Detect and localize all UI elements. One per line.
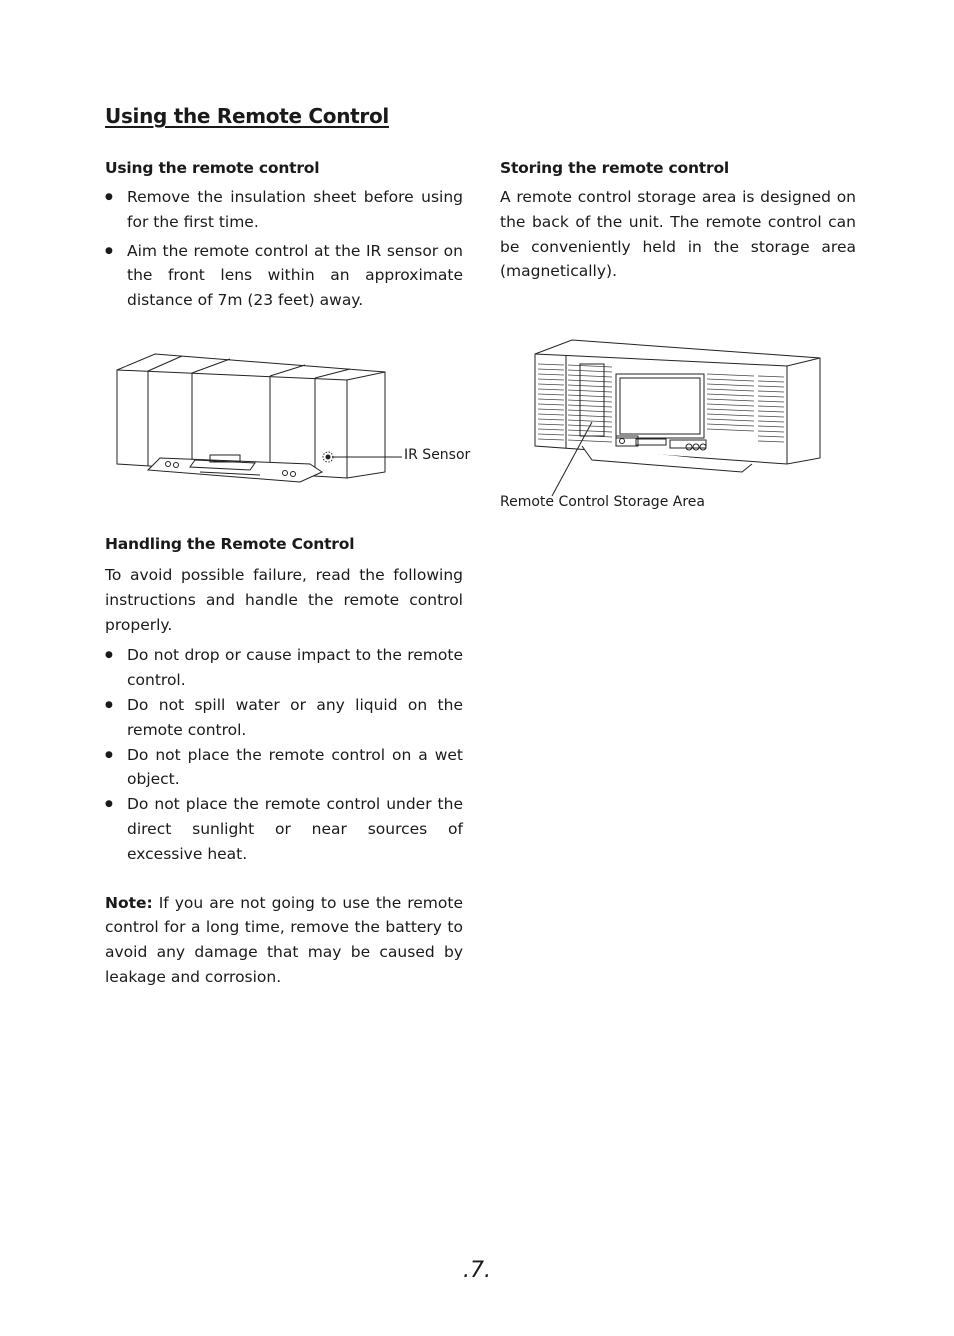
storing-remote-section [500, 156, 856, 284]
page-title: Using the Remote Control [105, 104, 389, 128]
storage-area-leader-line [548, 418, 598, 500]
handling-intro: To avoid possible failure, read the following instructions and handle the remote control properly. [105, 566, 463, 634]
using-remote-heading: Using the remote control [105, 159, 320, 177]
handling-list [105, 643, 463, 866]
handling-section [105, 532, 463, 990]
note-label: Note: [105, 893, 153, 912]
ir-sensor-label: IR Sensor [404, 447, 471, 463]
list-item: ● Remove the insulation sheet before using for the first time. [105, 185, 463, 235]
ir-sensor-leader-line [332, 448, 404, 468]
using-remote-section [105, 156, 463, 313]
storing-remote-heading: Storing the remote control [500, 159, 730, 177]
list-item: ● Aim the remote control at the IR sensor on the front lens within an approximate distance of 7m (23 feet) away. [105, 239, 463, 313]
storage-area-label: Remote Control Storage Area [500, 494, 705, 510]
storing-remote-body: A remote control storage area is designed on the back of the unit. The remote control can be conveniently held in the storage area (magnetically). [500, 188, 856, 281]
note-text: If you are not going to use the remote control for a long time, remove the battery to avoid any damage that may be caused by leakage and corrosion. [105, 893, 463, 986]
list-item: ● Do not drop or cause impact to the remote control. [105, 643, 463, 693]
list-item: ● Do not place the remote control on a wet object. [105, 743, 463, 793]
handling-heading: Handling the Remote Control [105, 535, 355, 553]
list-item: ● Do not spill water or any liquid on the remote control. [105, 693, 463, 743]
page-number: .7. [463, 1258, 491, 1283]
list-item: ● Do not place the remote control under the direct sunlight or near sources of excessive heat. [105, 792, 463, 866]
note-paragraph [105, 891, 463, 990]
using-remote-list [105, 185, 463, 313]
